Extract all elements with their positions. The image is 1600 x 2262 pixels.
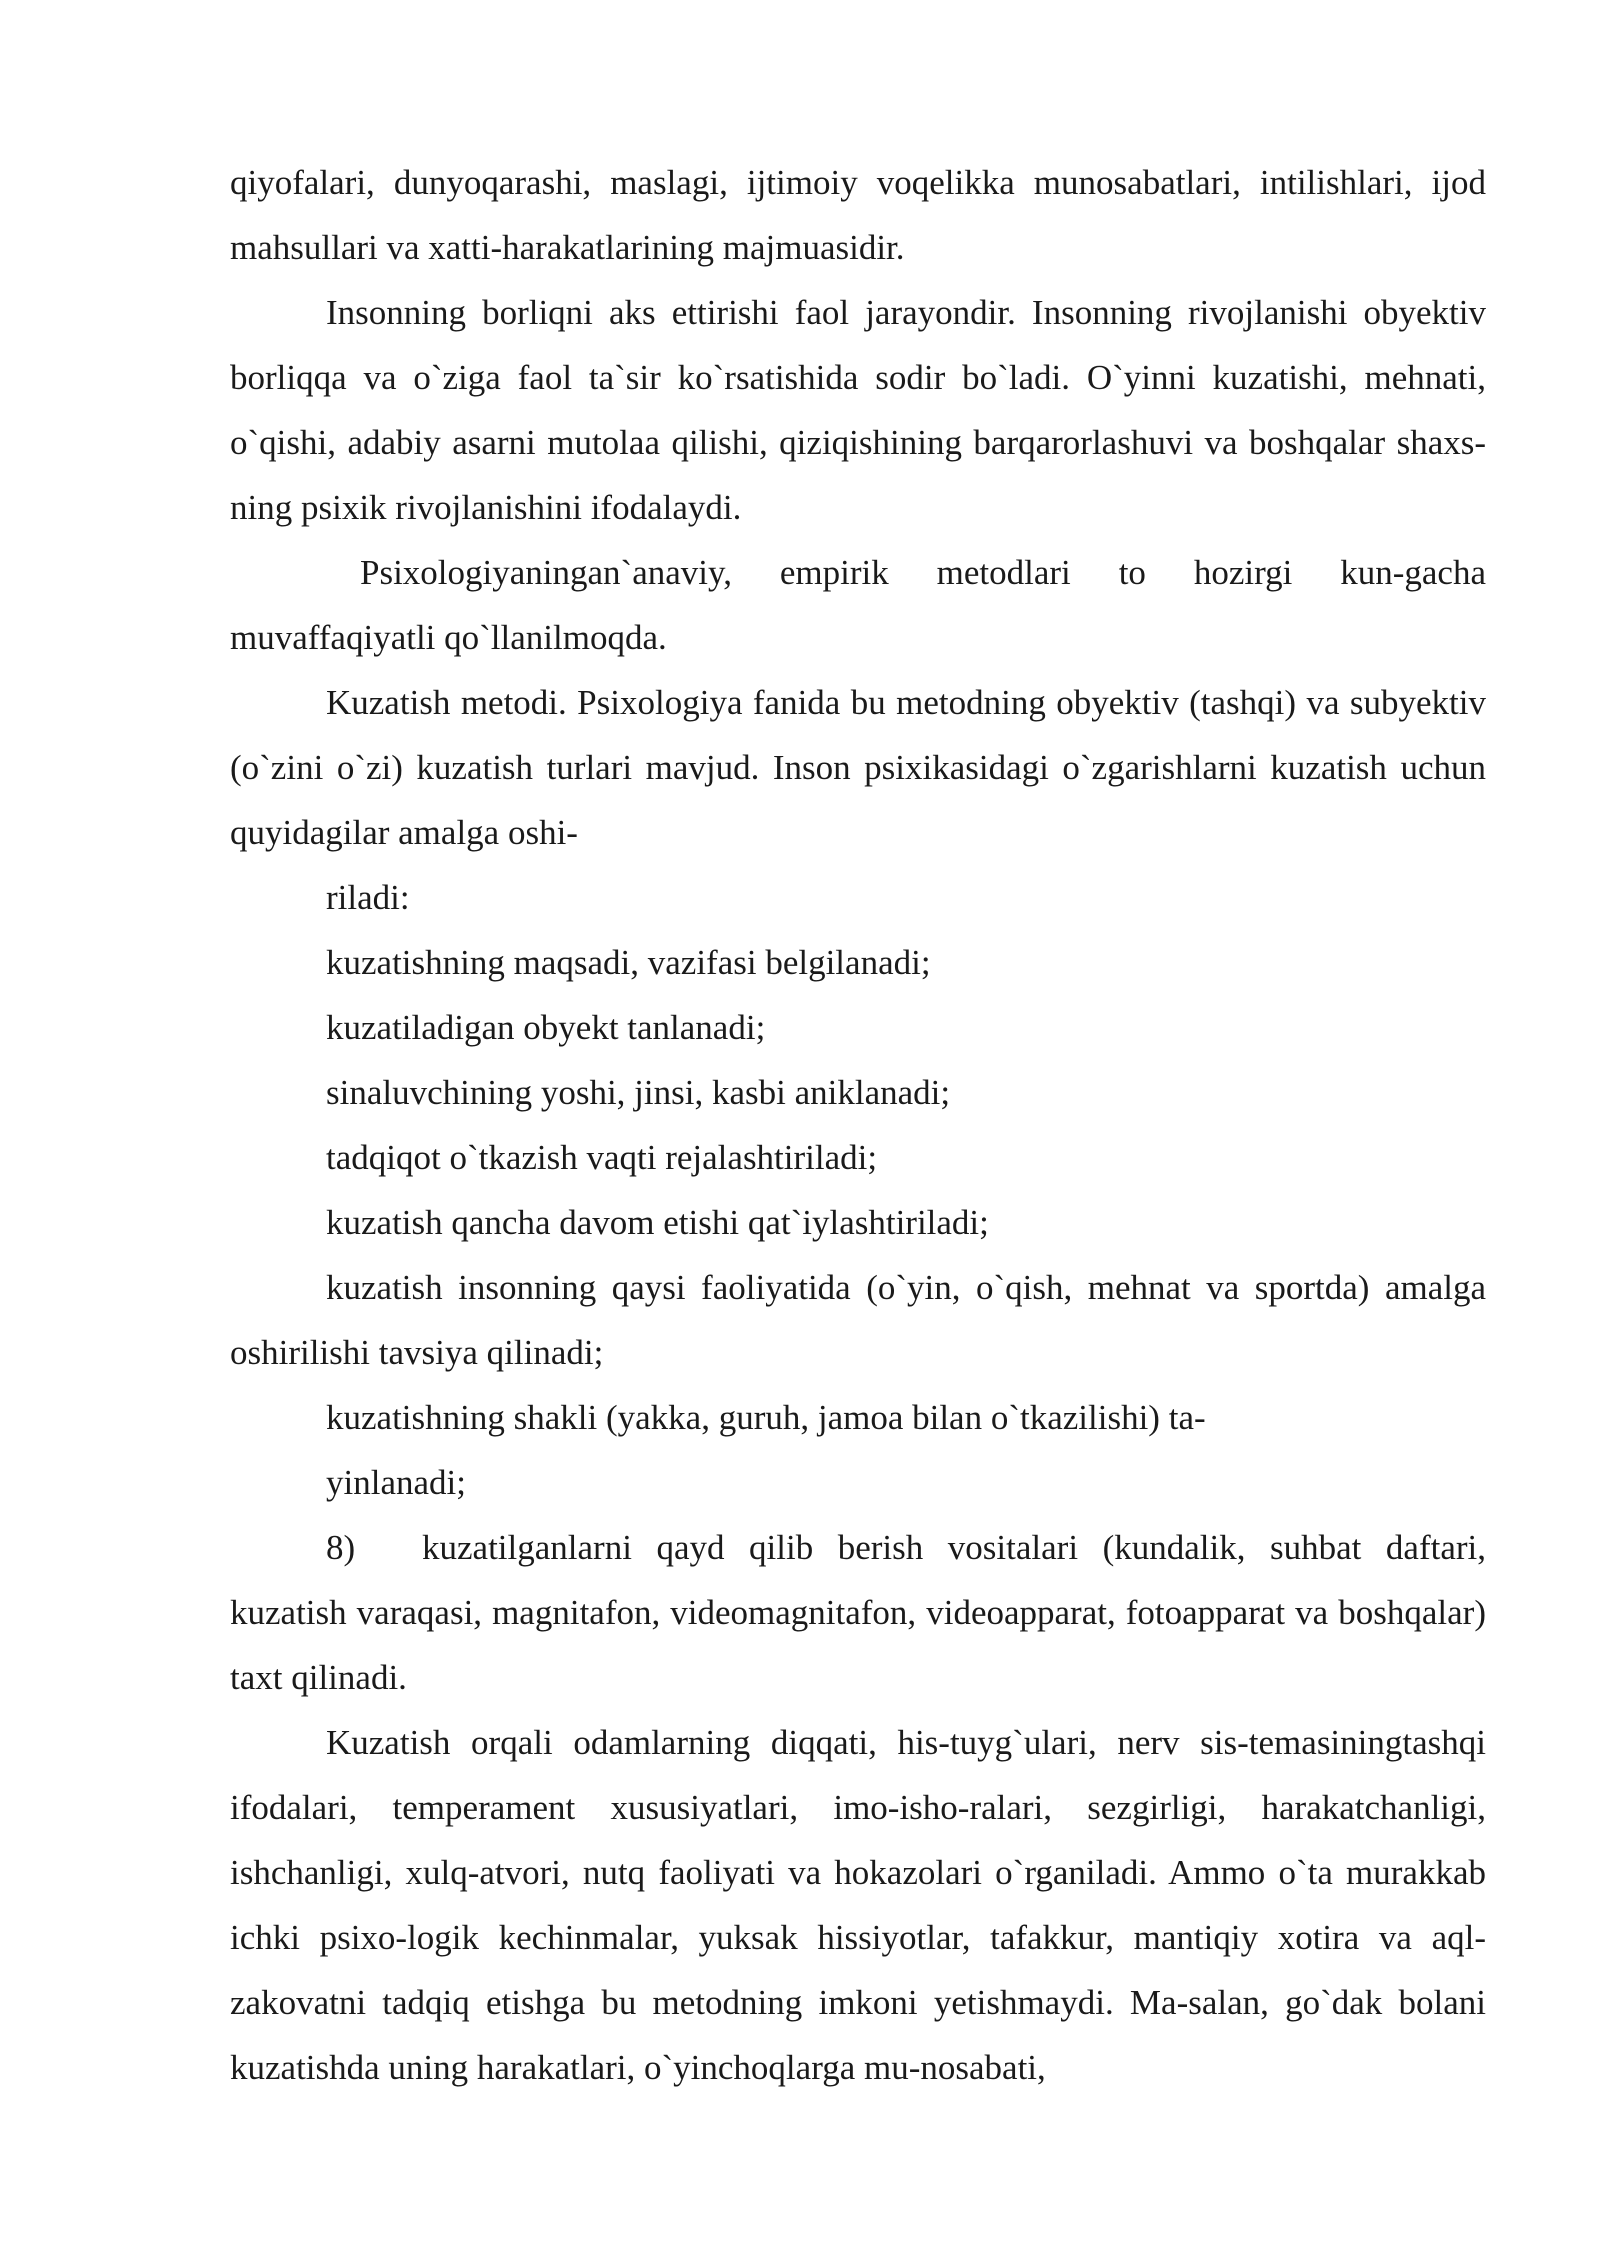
paragraph-kuzatish-orqali: Kuzatish orqali odamlarning diqqati, his-tuyg`ulari, nerv sis-temasiningtashqi ifodalari, temperament xususiyatlari, imo-isho-ralari, sezgirligi, harakatchanligi, ishchanligi, xulq-atvori, nutq faoliyati va hokazolari o`rganiladi. Ammo o`ta murakkab ichki psixo-logik kechinmalar, yuksak hissiyotlar, tafakkur, mantiqiy xotira va aql-zakovatni tadqiq etishga bu metodning imkoni yetishmaydi. Ma-salan, go`dak bolani kuzatishda uning harakatlari, o`yinchoqlarga mu-nosabati, — [230, 1723, 1486, 2087]
list-item: riladi: — [326, 878, 410, 917]
list-number: 8) — [326, 1528, 356, 1567]
list-item: tadqiqot o`tkazish vaqti rejalashtiriladi; — [326, 1138, 878, 1177]
list-item: yinlanadi; — [326, 1463, 466, 1502]
paragraph-borliq: Insonning borliqni aks ettirishi faol jarayondir. Insonning rivojlanishi obyektiv borliqqa va o`ziga faol ta`sir ko`rsatishida sodir bo`ladi. O`yinni kuzatishi, mehnati, o`qishi, adabiy asarni mutolaa qilishi, qiziqishining barqarorlashuvi va boshqalar shaxs-ning psixik rivojlanishini ifodalaydi. — [230, 293, 1486, 527]
list-item: kuzatishning maqsadi, vazifasi belgilanadi; — [326, 943, 931, 982]
document-body — [230, 150, 1486, 2100]
list-item: sinaluvchining yoshi, jinsi, kasbi aniklanadi; — [326, 1073, 951, 1112]
list-item: kuzatish qancha davom etishi qat`iylashtiriladi; — [326, 1203, 989, 1242]
numbered-item-text: kuzatilganlarni qayd qilib berish vositalari (kundalik, suhbat daftari, kuzatish varaqasi, magnitafon, videomagnitafon, videoapparat, fotoapparat va boshqalar) taxt qilinadi. — [230, 1528, 1486, 1697]
list-item: kuzatish insonning qaysi faoliyatida (o`yin, o`qish, mehnat va sportda) amalga oshirilishi tavsiya qilinadi; — [230, 1268, 1486, 1372]
paragraph-kuzatish-metodi: Kuzatish metodi. Psixologiya fanida bu metodning obyektiv (tashqi) va subyektiv (o`zini o`zi) kuzatish turlari mavjud. Inson psixikasidagi o`zgarishlarni kuzatish uchun quyidagilar amalga oshi- — [230, 683, 1486, 852]
list-item: kuzatishning shakli (yakka, guruh, jamoa bilan o`tkazilishi) ta- — [326, 1398, 1206, 1437]
list-item: kuzatiladigan obyekt tanlanadi; — [326, 1008, 766, 1047]
paragraph-empirik-metodlar: Psixologiyaningan`anaviy, empirik metodlari to hozirgi kun-gacha muvaffaqiyatli qo`llanilmoqda. — [230, 553, 1486, 657]
paragraph-continuation: qiyofalari, dunyoqarashi, maslagi, ijtimoiy voqelikka munosabatlari, intilishlari, ijod mahsullari va xatti-harakatlarining majmuasidir. — [230, 163, 1486, 267]
numbered-list-item — [230, 1515, 1486, 1710]
